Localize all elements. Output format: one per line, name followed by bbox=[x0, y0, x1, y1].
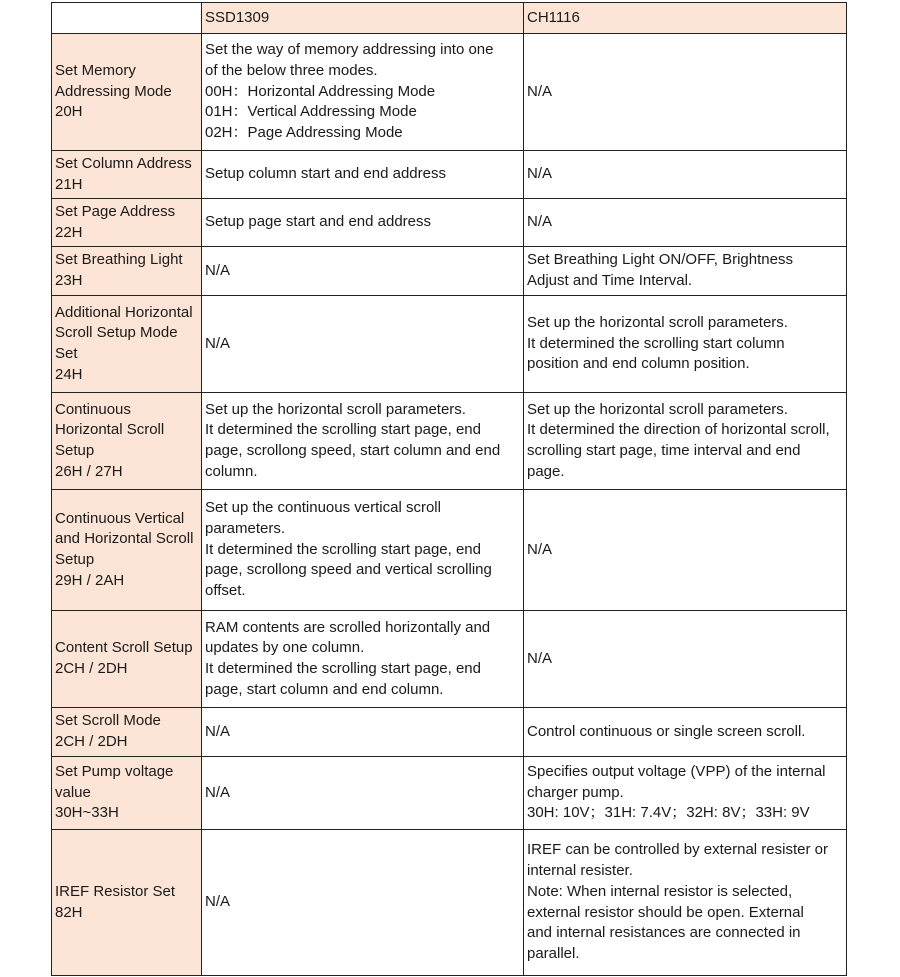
ch1116-text-line: charger pump. bbox=[527, 783, 624, 801]
ch1116-cell bbox=[524, 247, 847, 296]
table-body bbox=[52, 34, 847, 976]
ch1116-cell bbox=[524, 393, 847, 490]
ssd1309-cell: N/A bbox=[202, 296, 524, 393]
ssd1309-text-line: 02H：Page Addressing Mode bbox=[205, 124, 403, 142]
ssd1309-text-line: It determined the scrolling start page, end bbox=[205, 660, 481, 677]
ssd1309-text-line: 00H：Horizontal Addressing Mode bbox=[205, 82, 436, 100]
command-cell bbox=[52, 151, 202, 199]
table-row bbox=[52, 247, 847, 296]
ch1116-text-line: Specifies output voltage (VPP) of the internal bbox=[527, 762, 826, 780]
ch1116-text-line: internal resister. bbox=[527, 862, 633, 880]
ch1116-cell: N/A bbox=[524, 611, 847, 708]
ssd1309-text-line: Setup page start and end address bbox=[205, 213, 431, 231]
command-text-line: 23H bbox=[55, 272, 83, 289]
ssd1309-text-line: It determined the scrolling start page, end bbox=[205, 540, 481, 558]
command-cell bbox=[52, 296, 202, 393]
command-text-line: 30H~33H bbox=[55, 804, 119, 822]
command-text-line: Continuous Vertical bbox=[55, 509, 185, 527]
command-text-line: Horizontal Scroll bbox=[55, 421, 165, 439]
ch1116-text-line: Set Breathing Light ON/OFF, Brightness bbox=[527, 251, 793, 269]
ssd1309-cell bbox=[202, 393, 524, 490]
ch1116-text-line: scrolling start page, time interval and end bbox=[527, 442, 801, 459]
command-text-line: 2CH / 2DH bbox=[55, 660, 128, 677]
command-text-line: Set Page Address bbox=[55, 202, 176, 220]
command-text-line: Set Breathing Light bbox=[55, 251, 183, 269]
ch1116-text-line: IREF can be controlled by external resister or bbox=[527, 841, 828, 859]
ssd1309-cell: N/A bbox=[202, 757, 524, 830]
ssd1309-text-line: page, scrollong speed and vertical scrolling bbox=[205, 561, 492, 579]
ch1116-cell: N/A bbox=[524, 34, 847, 151]
ssd1309-text-line: column. bbox=[205, 462, 258, 480]
ch1116-text-line: Note: When internal resistor is selected, bbox=[527, 882, 793, 900]
command-text-line: Content Scroll Setup bbox=[55, 639, 193, 657]
header-ssd1309: SSD1309 bbox=[202, 3, 524, 34]
ssd1309-text-line: It determined the scrolling start page, end bbox=[205, 421, 481, 439]
ch1116-cell: N/A bbox=[524, 199, 847, 247]
command-cell bbox=[52, 830, 202, 976]
ch1116-text-line: Set up the horizontal scroll parameters. bbox=[527, 400, 788, 418]
ssd1309-text-line: updates by one column. bbox=[205, 639, 365, 657]
table-row bbox=[52, 393, 847, 490]
ch1116-text-line: Adjust and Time Interval. bbox=[527, 272, 693, 289]
ssd1309-cell bbox=[202, 199, 524, 247]
ch1116-cell: N/A bbox=[524, 151, 847, 199]
command-text-line: Set Pump voltage bbox=[55, 762, 174, 780]
table-row bbox=[52, 34, 847, 151]
command-text-line: Setup bbox=[55, 551, 95, 568]
table-row bbox=[52, 611, 847, 708]
table-row bbox=[52, 490, 847, 611]
ssd1309-cell: N/A bbox=[202, 247, 524, 296]
ch1116-cell bbox=[524, 830, 847, 976]
ssd1309-text-line: Set up the continuous vertical scroll bbox=[205, 499, 441, 517]
table-row bbox=[52, 199, 847, 247]
command-text-line: Setup bbox=[55, 442, 95, 459]
command-cell bbox=[52, 611, 202, 708]
table-row bbox=[52, 708, 847, 757]
table-row bbox=[52, 830, 847, 976]
command-cell bbox=[52, 708, 202, 757]
ch1116-cell bbox=[524, 296, 847, 393]
ssd1309-text-line: Set up the horizontal scroll parameters. bbox=[205, 400, 466, 418]
command-cell bbox=[52, 490, 202, 611]
ssd1309-text-line: Set the way of memory addressing into one bbox=[205, 41, 494, 59]
ssd1309-text-line: parameters. bbox=[205, 519, 286, 537]
command-text-line: IREF Resistor Set bbox=[55, 882, 176, 900]
command-text-line: 21H bbox=[55, 175, 83, 193]
table-row bbox=[52, 757, 847, 830]
command-text-line: 29H / 2AH bbox=[55, 571, 125, 589]
command-text-line: Continuous bbox=[55, 400, 131, 418]
ssd1309-cell bbox=[202, 34, 524, 151]
ch1116-cell bbox=[524, 708, 847, 757]
command-text-line: value bbox=[55, 783, 91, 801]
command-text-line: and Horizontal Scroll bbox=[55, 530, 194, 548]
ch1116-text-line: It determined the scrolling start column bbox=[527, 334, 785, 352]
ch1116-text-line: and internal resistances are connected in bbox=[527, 924, 801, 942]
ssd1309-text-line: offset. bbox=[205, 582, 246, 600]
ch1116-text-line: position and end column position. bbox=[527, 355, 750, 373]
command-text-line: Scroll Setup Mode bbox=[55, 324, 178, 342]
header-blank-cell bbox=[52, 3, 202, 34]
ssd1309-cell: N/A bbox=[202, 708, 524, 757]
ssd1309-text-line: 01H：Vertical Addressing Mode bbox=[205, 103, 417, 121]
command-text-line: Set Scroll Mode bbox=[55, 712, 161, 730]
table-row bbox=[52, 151, 847, 199]
command-text-line: Set Column Address bbox=[55, 154, 192, 172]
command-cell bbox=[52, 199, 202, 247]
ch1116-text-line: Control continuous or single screen scroll. bbox=[527, 722, 806, 740]
ssd1309-text-line: RAM contents are scrolled horizontally and bbox=[205, 618, 491, 636]
ssd1309-text-line: page, start column and end column. bbox=[205, 680, 444, 698]
ssd1309-cell bbox=[202, 611, 524, 708]
command-text-line: Set Memory bbox=[55, 61, 136, 79]
header-ch1116: CH1116 bbox=[524, 3, 847, 34]
ssd1309-text-line: page, scrollong speed, start column and end bbox=[205, 442, 501, 459]
command-text-line: 22H bbox=[55, 223, 83, 241]
ssd1309-text-line: Setup column start and end address bbox=[205, 165, 446, 183]
ch1116-cell: N/A bbox=[524, 490, 847, 611]
ch1116-text-line: 30H: 10V；31H: 7.4V；32H: 8V；33H: 9V bbox=[527, 804, 810, 822]
command-text-line: Additional Horizontal bbox=[55, 303, 193, 321]
table-row bbox=[52, 296, 847, 393]
command-text-line: 20H bbox=[55, 103, 83, 121]
command-text-line: 82H bbox=[55, 903, 83, 921]
ch1116-text-line: external resistor should be open. External bbox=[527, 903, 804, 921]
command-text-line: 26H / 27H bbox=[55, 462, 123, 480]
ch1116-text-line: parallel. bbox=[527, 944, 580, 962]
ssd1309-cell: N/A bbox=[202, 830, 524, 976]
command-cell bbox=[52, 757, 202, 830]
command-cell bbox=[52, 393, 202, 490]
command-cell bbox=[52, 34, 202, 151]
ch1116-text-line: Set up the horizontal scroll parameters. bbox=[527, 313, 788, 331]
ch1116-text-line: It determined the direction of horizontal scroll, bbox=[527, 421, 830, 439]
ch1116-cell bbox=[524, 757, 847, 830]
command-text-line: 2CH / 2DH bbox=[55, 733, 128, 750]
header-row bbox=[52, 3, 847, 34]
ch1116-text-line: page. bbox=[527, 462, 565, 480]
command-text-line: Set bbox=[55, 345, 78, 362]
command-cell bbox=[52, 247, 202, 296]
comparison-table bbox=[51, 2, 847, 976]
command-text-line: Addressing Mode bbox=[55, 82, 172, 100]
ssd1309-cell bbox=[202, 151, 524, 199]
ssd1309-text-line: of the below three modes. bbox=[205, 61, 378, 79]
ssd1309-cell bbox=[202, 490, 524, 611]
command-text-line: 24H bbox=[55, 365, 83, 383]
